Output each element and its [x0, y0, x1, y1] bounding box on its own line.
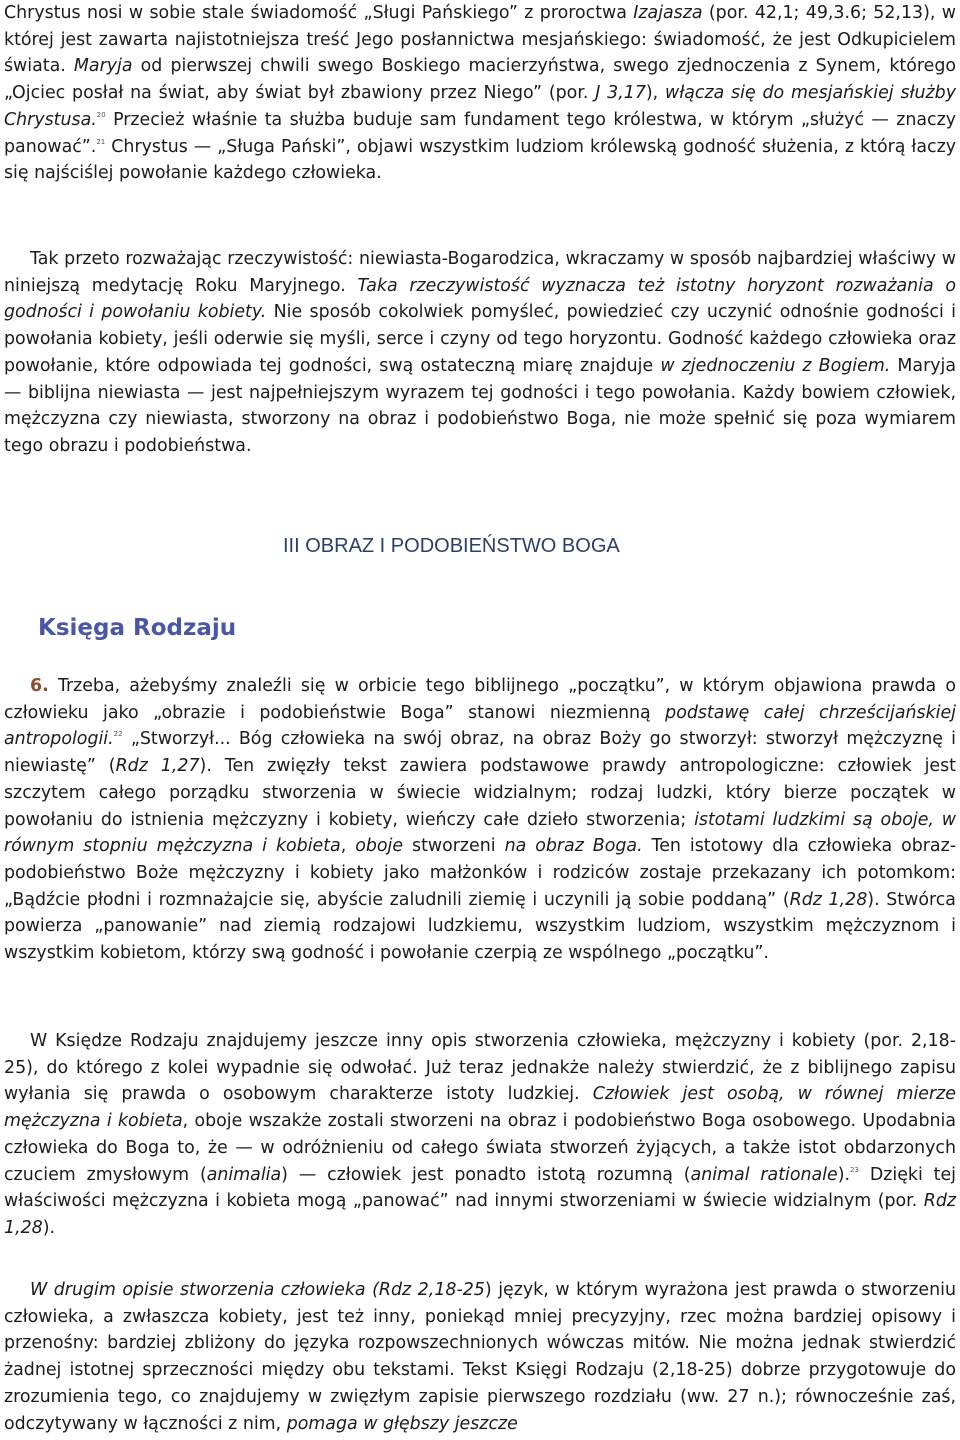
text-run: , oboje wszakże zostali stworzeni na obraz i podobieństwo Boga osobowego. Upodabnia człowieka do Boga to, że — w odróżnieniu od całego świata stworzeń żyjących, a także istot obdarzonych czuciem zmysłowym (: [4, 1111, 956, 1185]
text-run: Dzięki tej właściwości mężczyzna i kobieta mogą „panować” nad innymi stworzeniami w świecie widzialnym (por.: [4, 1164, 957, 1212]
paragraph-second-description: [4, 1277, 956, 1437]
footnote-ref[interactable]: 23: [850, 1165, 859, 1174]
italic-run: animalia: [206, 1164, 282, 1185]
text-run: ). Stwórca powierza „panowanie” nad ziemią rodzajowi ludzkiemu, wszystkim ludziom, wszystkim mężczyznom i wszystkim kobietom, którzy swą godność i powołanie czerpią ze wspólnego „początku”.: [4, 889, 956, 964]
italic-run: Rdz 1,28: [4, 1191, 956, 1238]
paragraph-servant-of-the-lord: [4, 0, 956, 187]
text-run: ),: [645, 83, 666, 104]
text-run: Tak przeto rozważając rzeczywistość: niewiasta-Bogarodzica, wkraczamy w sposób najbardziej właściwy w niniejszą medytację Roku Maryjnego.: [4, 249, 956, 296]
italic-run: istotami ludzkimi są oboje, w równym stopniu mężczyzna i kobieta: [4, 809, 956, 857]
italic-run: w zjednoczeniu z Bogiem.: [660, 355, 891, 376]
text-run: stworzeni: [403, 836, 505, 857]
italic-run: Izajasza: [633, 3, 703, 23]
text-run: ). Ten zwięzły tekst zawiera podstawowe prawdy antropologiczne: człowiek jest szczytem całego porządku stworzenia w świecie widzialnym; rodzaj ludzki, który bierze początek w powołaniu do istnienia mężczyzny i kobiety, wieńczy całe dzieło stworzenia;: [4, 756, 956, 830]
text-run: Chrystus nosi w sobie stale świadomość „Sługi Pańskiego” z proroctwa: [4, 3, 634, 23]
italic-run: W drugim opisie stworzenia człowieka (Rdz 2,18-25: [30, 1280, 485, 1300]
text-run: ,: [340, 836, 356, 857]
text-run: od pierwszej chwili swego Boskiego macierzyństwa, swego zjednoczenia z Synem, którego „Ojciec posłał na świat, aby świat był zbawiony przez Niego” (por.: [4, 56, 957, 104]
text-run: Chrystus — „Sługa Pański”, objawi wszystkim ludziom królewską godność służenia, z którą łaczy się najściślej powołanie każdego człowieka.: [4, 136, 956, 184]
text-run: ) język, w którym wyrażona jest prawda o stworzeniu człowieka, a zwłaszcza kobiety, jest też inny, poniekąd mniej precyzyjny, rzec można bardziej opisowy i przenośny: bardziej zbliżony do języka rozpowszechnionych wówczas mitów. Nie można jednak stwierdzić żadnej istotnej sprzeczności między obu tekstami. Tekst Księgi Rodzaju (2,18-25) dobrze przygotowuje do zrozumienia tego, co znajdujemy w zwięzłym zapisie pierwszego rozdziału (ww. 27 n.); równocześnie zaś, odczytywany w łączności z nim,: [4, 1280, 956, 1434]
text-run: W Księdze Rodzaju znajdujemy jeszcze inny opis stworzenia człowieka, mężczyzny i kobiety (por. 2,18-25), do którego z kolei wypadnie się odwołać. Już teraz jednakże należy stwierdzić, że z biblijnego zapisu wyłania się prawda o osobowym charakterze istoty ludzkiej.: [4, 1031, 956, 1105]
footnote-ref[interactable]: 21: [96, 137, 106, 146]
italic-run: pomaga w głębszy jeszcze: [286, 1413, 518, 1434]
text-run: ).: [42, 1217, 56, 1238]
italic-run: Rdz 1,28: [789, 889, 868, 910]
italic-run: włącza się do mesjańskiej służby Chrystusa.: [4, 83, 956, 130]
italic-run: podstawę całej chrześcijańskiej antropologii.: [4, 702, 957, 750]
paragraph-second-account: [4, 1028, 956, 1242]
paragraph-6: [4, 673, 956, 967]
italic-run: animal rationale: [690, 1164, 838, 1185]
paragraph-horizon: [4, 246, 956, 460]
italic-run: Rdz 1,27: [115, 756, 200, 777]
text-run: ) — człowiek jest ponadto istotą rozumną (: [281, 1164, 691, 1185]
footnote-ref[interactable]: 20: [96, 110, 106, 119]
italic-run: J 3,17: [595, 83, 646, 104]
paragraph-number: 6.: [30, 676, 49, 696]
italic-run: Człowiek jest osobą, w równej mierze mężczyzna i kobieta: [4, 1084, 956, 1132]
text-run: Przecież właśnie ta służba buduje sam fundament tego królestwa, w którym „służyć — znaczy panować”.: [4, 109, 956, 157]
italic-run: Taka rzeczywistość wyznacza też istotny horyzont rozważania o godności i powołaniu kobiety.: [4, 275, 956, 323]
text-run: Trzeba, ażebyśmy znaleźli się w orbicie tego biblijnego „początku”, w którym objawiona prawda o człowieku jako „obrazie i podobieństwie Boga” stanowi niezmienną: [4, 676, 956, 723]
text-run: ).: [837, 1164, 851, 1185]
section-heading: III OBRAZ I PODOBIEŃSTWO BOGA: [283, 535, 620, 557]
text-run: (por. 42,1; 49,3.6; 52,13), w której jest zawarta najistotniejsza treść Jego posłannictwa mesjańskiego: świadomość, że jest Odkupicielem świata.: [4, 3, 956, 77]
italic-run: Maryja: [73, 56, 133, 77]
chapter-heading: Księga Rodzaju: [38, 615, 237, 641]
text-run: Maryja — biblijna niewiasta — jest najpełniejszym wyrazem tej godności i tego powołania. Każdy bowiem człowiek, mężczyzna czy niewiasta, stworzony na obraz i podobieństwo Boga, nie może spełnić się poza wymiarem tego obrazu i podobieństwa.: [4, 355, 957, 456]
text-run: „Stworzył... Bóg człowieka na swój obraz, na obraz Boży go stworzył: stworzył mężczyznę i niewiastę” (: [4, 729, 956, 777]
text-run: Ten istotowy dla człowieka obraz-podobieństwo Boże mężczyzny i kobiety jako małżonków i rodziców zostaje przekazany ich potomkom: „Bądźcie płodni i rozmnażajcie się, abyście zaludnili ziemię i uczynili ją sobie poddaną” (: [4, 836, 956, 910]
italic-run: na obraz Boga.: [504, 836, 643, 857]
text-run: Nie sposób cokolwiek pomyśleć, powiedzieć czy uczynić odnośnie godności i powołania kobiety, jeśli oderwie się myśli, serce i czyny od tego horyzontu. Godność każdego człowieka oraz powołanie, które odpowiada tej godności, swą ostateczną miarę znajduje: [4, 302, 956, 376]
italic-run: oboje: [355, 836, 404, 857]
footnote-ref[interactable]: 22: [113, 730, 123, 739]
